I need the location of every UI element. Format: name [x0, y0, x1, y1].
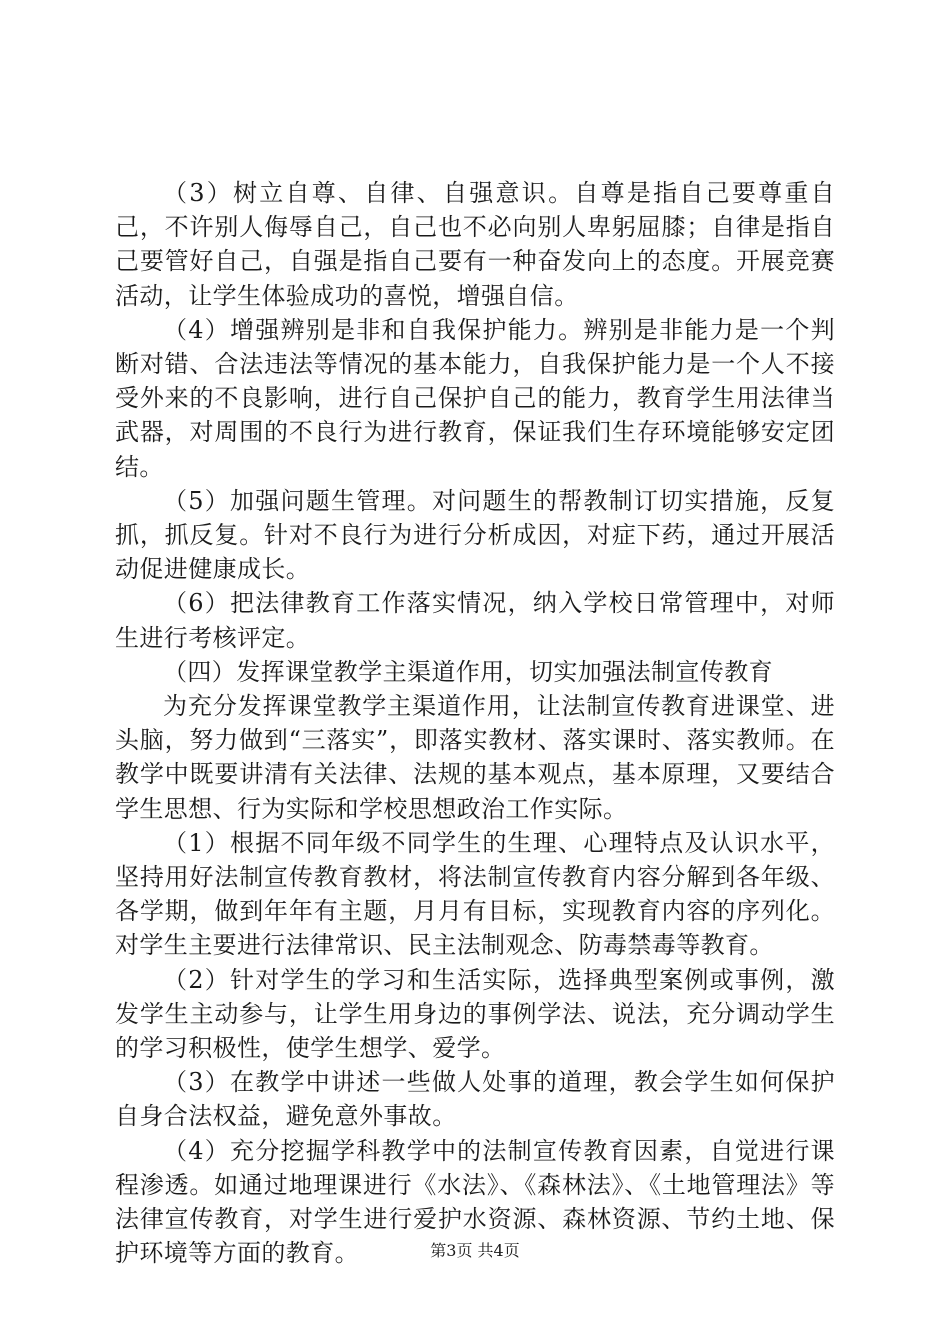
paragraph-item-3-self-respect: （3）树立自尊、自律、自强意识。自尊是指自己要尊重自己，不许别人侮辱自己，自己也不必向别人卑躬屈膝；自律是指自己要管好自己，自强是指自己要有一种奋发向上的态度。开展竞赛活动，让学生体验成功的喜悦，增强自信。 — [115, 179, 835, 310]
paragraph-item-3-rights: （3）在教学中讲述一些做人处事的道理，教会学生如何保护自身合法权益，避免意外事故。 — [115, 1068, 835, 1131]
paragraph-item-4-discernment: （4）增强辨别是非和自我保护能力。辨别是非能力是一个判断对错、合法违法等情况的基本能力，自我保护能力是一个人不接受外来的不良影响，进行自己保护自己的能力，教育学生用法律当武器，对周围的不良行为进行教育，保证我们生存环境能够安定团结。 — [115, 315, 835, 481]
document-body — [115, 176, 835, 1271]
paragraph-item-5-problem-students: （5）加强问题生管理。对问题生的帮教制订切实措施，反复抓，抓反复。针对不良行为进行分析成因，对症下药，通过开展活动促进健康成长。 — [115, 486, 835, 584]
paragraph-section-intro: 为充分发挥课堂教学主渠道作用，让法制宣传教育进课堂、进头脑，努力做到“三落实”，即落实教材、落实课时、落实教师。在教学中既要讲清有关法律、法规的基本观点，基本原理，又要结合学生思想、行为实际和学校思想政治工作实际。 — [115, 692, 835, 823]
page-number-footer: 第3页 共4页 — [430, 1241, 520, 1260]
paragraph-item-2-case-studies: （2）针对学生的学习和生活实际，选择典型案例或事例，激发学生主动参与，让学生用身边的事例学法、说法，充分调动学生的学习积极性，使学生想学、爱学。 — [115, 965, 835, 1063]
section-heading-4: （四）发挥课堂教学主渠道作用，切实加强法制宣传教育 — [163, 657, 773, 686]
paragraph-item-6-assessment: （6）把法律教育工作落实情况，纳入学校日常管理中，对师生进行考核评定。 — [115, 589, 835, 652]
paragraph-item-4-subject-integration: （4）充分挖掘学科教学中的法制宣传教育因素，自觉进行课程渗透。如通过地理课进行《水法》、《森林法》、《土地管理法》等法律宣传教育，对学生进行爱护水资源、森林资源、节约土地、保护环境等方面的教育。 — [115, 1136, 835, 1268]
paragraph-item-1-curriculum: （1）根据不同年级不同学生的生理、心理特点及认识水平，坚持用好法制宣传教育教材，将法制宣传教育内容分解到各年级、各学期，做到年年有主题，月月有目标，实现教育内容的序列化。对学生主要进行法律常识、民主法制观念、防毒禁毒等教育。 — [115, 828, 835, 960]
